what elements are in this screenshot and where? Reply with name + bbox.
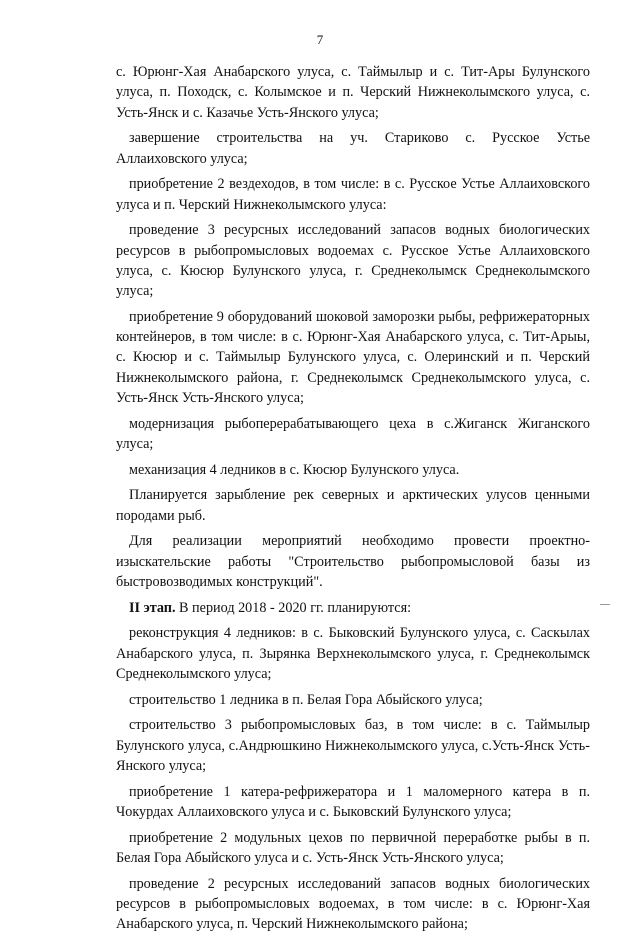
paragraph: механизация 4 ледников в с. Кюсюр Булунского улуса.: [129, 461, 460, 478]
paragraph: завершение строительства на уч. Стариково с. Русское Устье Аллаиховского улуса;: [116, 130, 590, 167]
stage-text: В период 2018 - 2020 гг. планируются:: [175, 599, 412, 616]
paragraph: приобретение 2 модульных цехов по первичной переработке рыбы в п. Белая Гора Абыйского улуса и с. Усть-Янск Усть-Янского улуса;: [116, 829, 590, 866]
paragraph: модернизация рыбоперерабатывающего цеха в с.Жиганск Жиганского улуса;: [116, 415, 590, 452]
paragraph: Планируется зарыбление рек северных и арктических улусов ценными породами рыб.: [116, 487, 590, 524]
paragraph: с. Юрюнг-Хая Анабарского улуса, с. Таймылыр и с. Тит-Ары Булунского улуса, п. Походск, с. Колымское и п. Черский Нижнеколымского улуса, с. Усть-Янск и с. Казачье Усть-Янского улуса;: [116, 64, 590, 121]
paragraph: строительство 1 ледника в п. Белая Гора Абыйского улуса;: [129, 691, 483, 708]
page-number: 7: [316, 32, 324, 47]
paragraph: строительство 3 рыбопромысловых баз, в том числе: в с. Таймылыр Булунского улуса, с.Андрюшкино Нижнеколымского улуса, с.Усть-Янск Усть-Янского улуса;: [116, 717, 590, 774]
paragraph: приобретение 1 катера-рефрижератора и 1 маломерного катера в п. Чокурдах Аллаиховского улуса и с. Быковский Булунского улуса;: [116, 783, 590, 820]
paragraph: реконструкция 4 ледников: в с. Быковский Булунского улуса, с. Саскылах Анабарского улуса, п. Зырянка Верхнеколымского улуса, г. Среднеколымск Среднеколымского улуса;: [116, 625, 590, 682]
paragraph: проведение 3 ресурсных исследований запасов водных биологических ресурсов в рыбопромысловых водоемах с. Русское Устье Аллаиховского улуса, с. Кюсюр Булунского улуса, г. Среднеколымск Среднеколымского улуса;: [116, 222, 590, 300]
paragraph: проведение 2 ресурсных исследований запасов водных биологических ресурсов в рыбопромысловых водоемах, в том числе: в с. Юрюнг-Хая Анабарского улуса, п. Черский Нижнеколымского района;: [116, 875, 590, 933]
margin-mark: [600, 604, 610, 605]
stage-label: II этап.: [129, 599, 176, 616]
paragraph: приобретение 9 оборудований шоковой заморозки рыбы, рефрижераторных контейнеров, в том числе: в с. Юрюнг-Хая Анабарского улуса, с. Тит-Арыы, с. Кюсюр и с. Таймылыр Булунского улуса, с. Олеринский и п. Черский Нижнеколымского района, г. Среднеколымск Среднеколымского улуса, с. Усть-Янск Усть-Янского улуса;: [116, 308, 590, 407]
document-body: [116, 62, 590, 940]
stage-heading-paragraph: [116, 598, 590, 618]
paragraph: приобретение 2 вездеходов, в том числе: в с. Русское Устье Аллаиховского улуса и п. Черский Нижнеколымского улуса:: [116, 176, 590, 213]
paragraph: Для реализации мероприятий необходимо провести проектно-изыскательские работы "Строительство рыбопромысловой базы из быстровозводимых конструкций".: [116, 533, 590, 590]
